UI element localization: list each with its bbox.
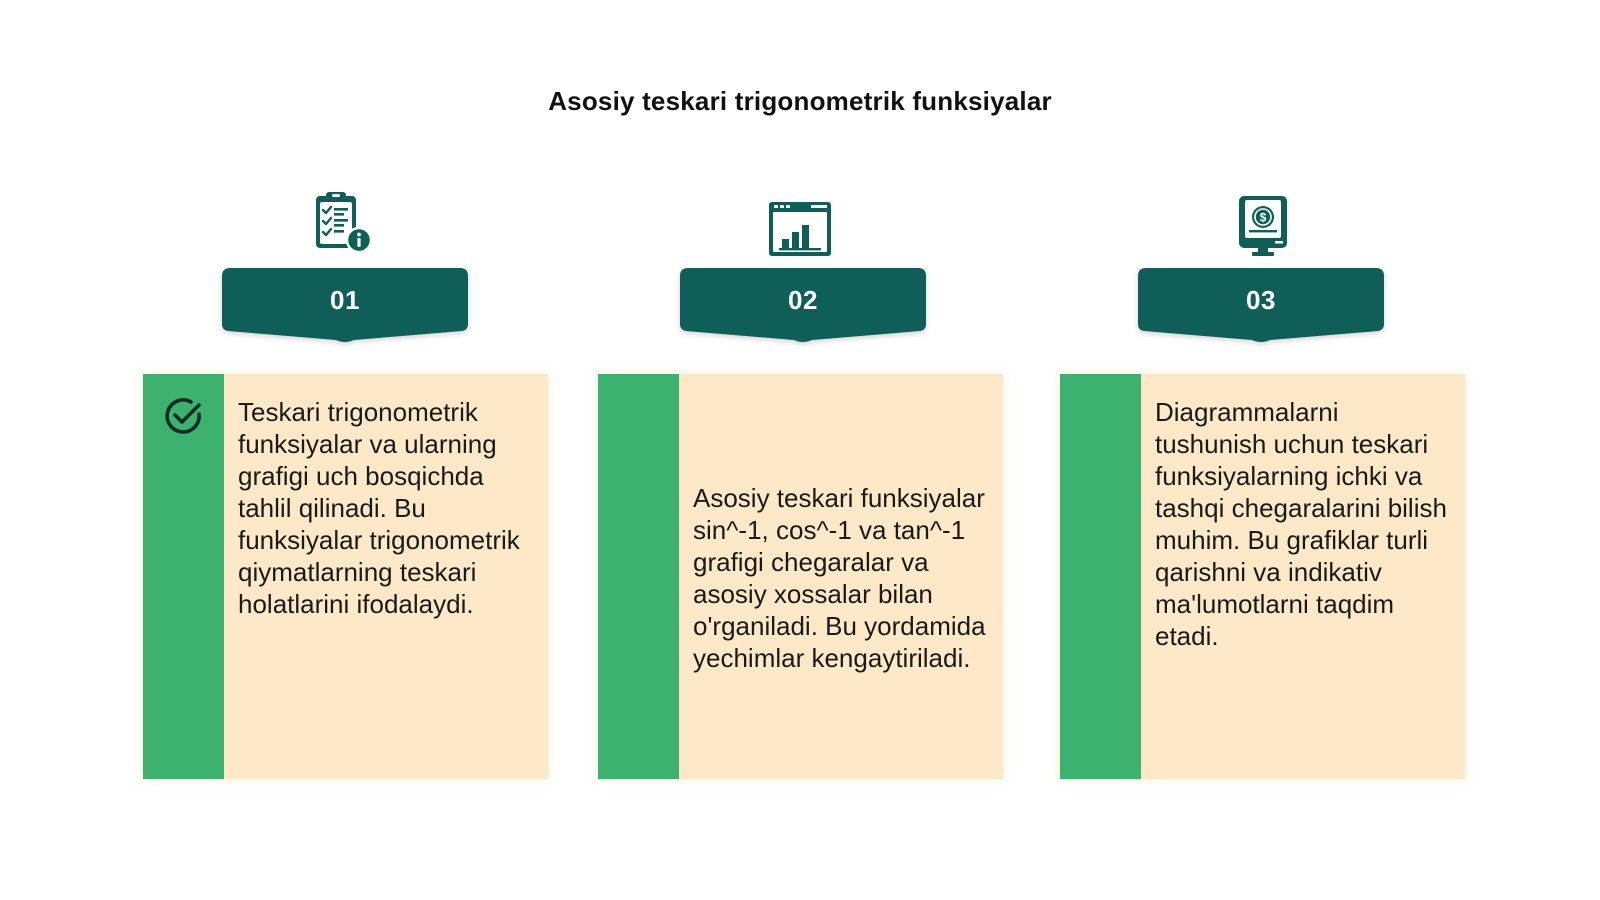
card-text: Teskari trigonometrik funksiyalar va ularning grafigi uch bosqichda tahlil qilinadi. Bu funksiyalar trigonometrik qiymatlarning teskari holatlarini ifodalaydi. bbox=[224, 374, 548, 779]
check-circle-icon bbox=[162, 394, 206, 438]
step-card-2 bbox=[598, 374, 1003, 779]
step-badge-2 bbox=[680, 268, 926, 344]
card-accent-bar bbox=[1060, 374, 1141, 779]
page-title: Asosiy teskari trigonometrik funksiyalar bbox=[548, 86, 1052, 116]
card-text: Diagrammalarni tushunish uchun teskari funksiyalarning ichki va tashqi chegaralarini bilish muhim. Bu grafiklar turli qarishni va indikativ ma'lumotlarni taqdim etadi. bbox=[1141, 374, 1465, 779]
step-badge-1 bbox=[222, 268, 468, 344]
step-number: 03 bbox=[1246, 284, 1276, 315]
step-number: 02 bbox=[788, 284, 818, 315]
step-card-1 bbox=[143, 374, 548, 779]
step-number: 01 bbox=[330, 284, 360, 315]
svg-text:$: $ bbox=[1259, 210, 1267, 225]
step-card-3 bbox=[1060, 374, 1465, 779]
dollar-monitor-icon bbox=[1228, 190, 1298, 260]
bar-chart-window-icon bbox=[765, 194, 835, 264]
card-accent-bar bbox=[143, 374, 224, 779]
card-text: Asosiy teskari funksiyalar sin^-1, cos^-1 va tan^-1 grafigi chegaralar va asosiy xossalar bilan o'rganiladi. Bu yordamida yechimlar kengaytiriladi. bbox=[679, 374, 1003, 779]
clipboard-checklist-info-icon bbox=[308, 188, 378, 258]
step-badge-3 bbox=[1138, 268, 1384, 344]
card-accent-bar bbox=[598, 374, 679, 779]
